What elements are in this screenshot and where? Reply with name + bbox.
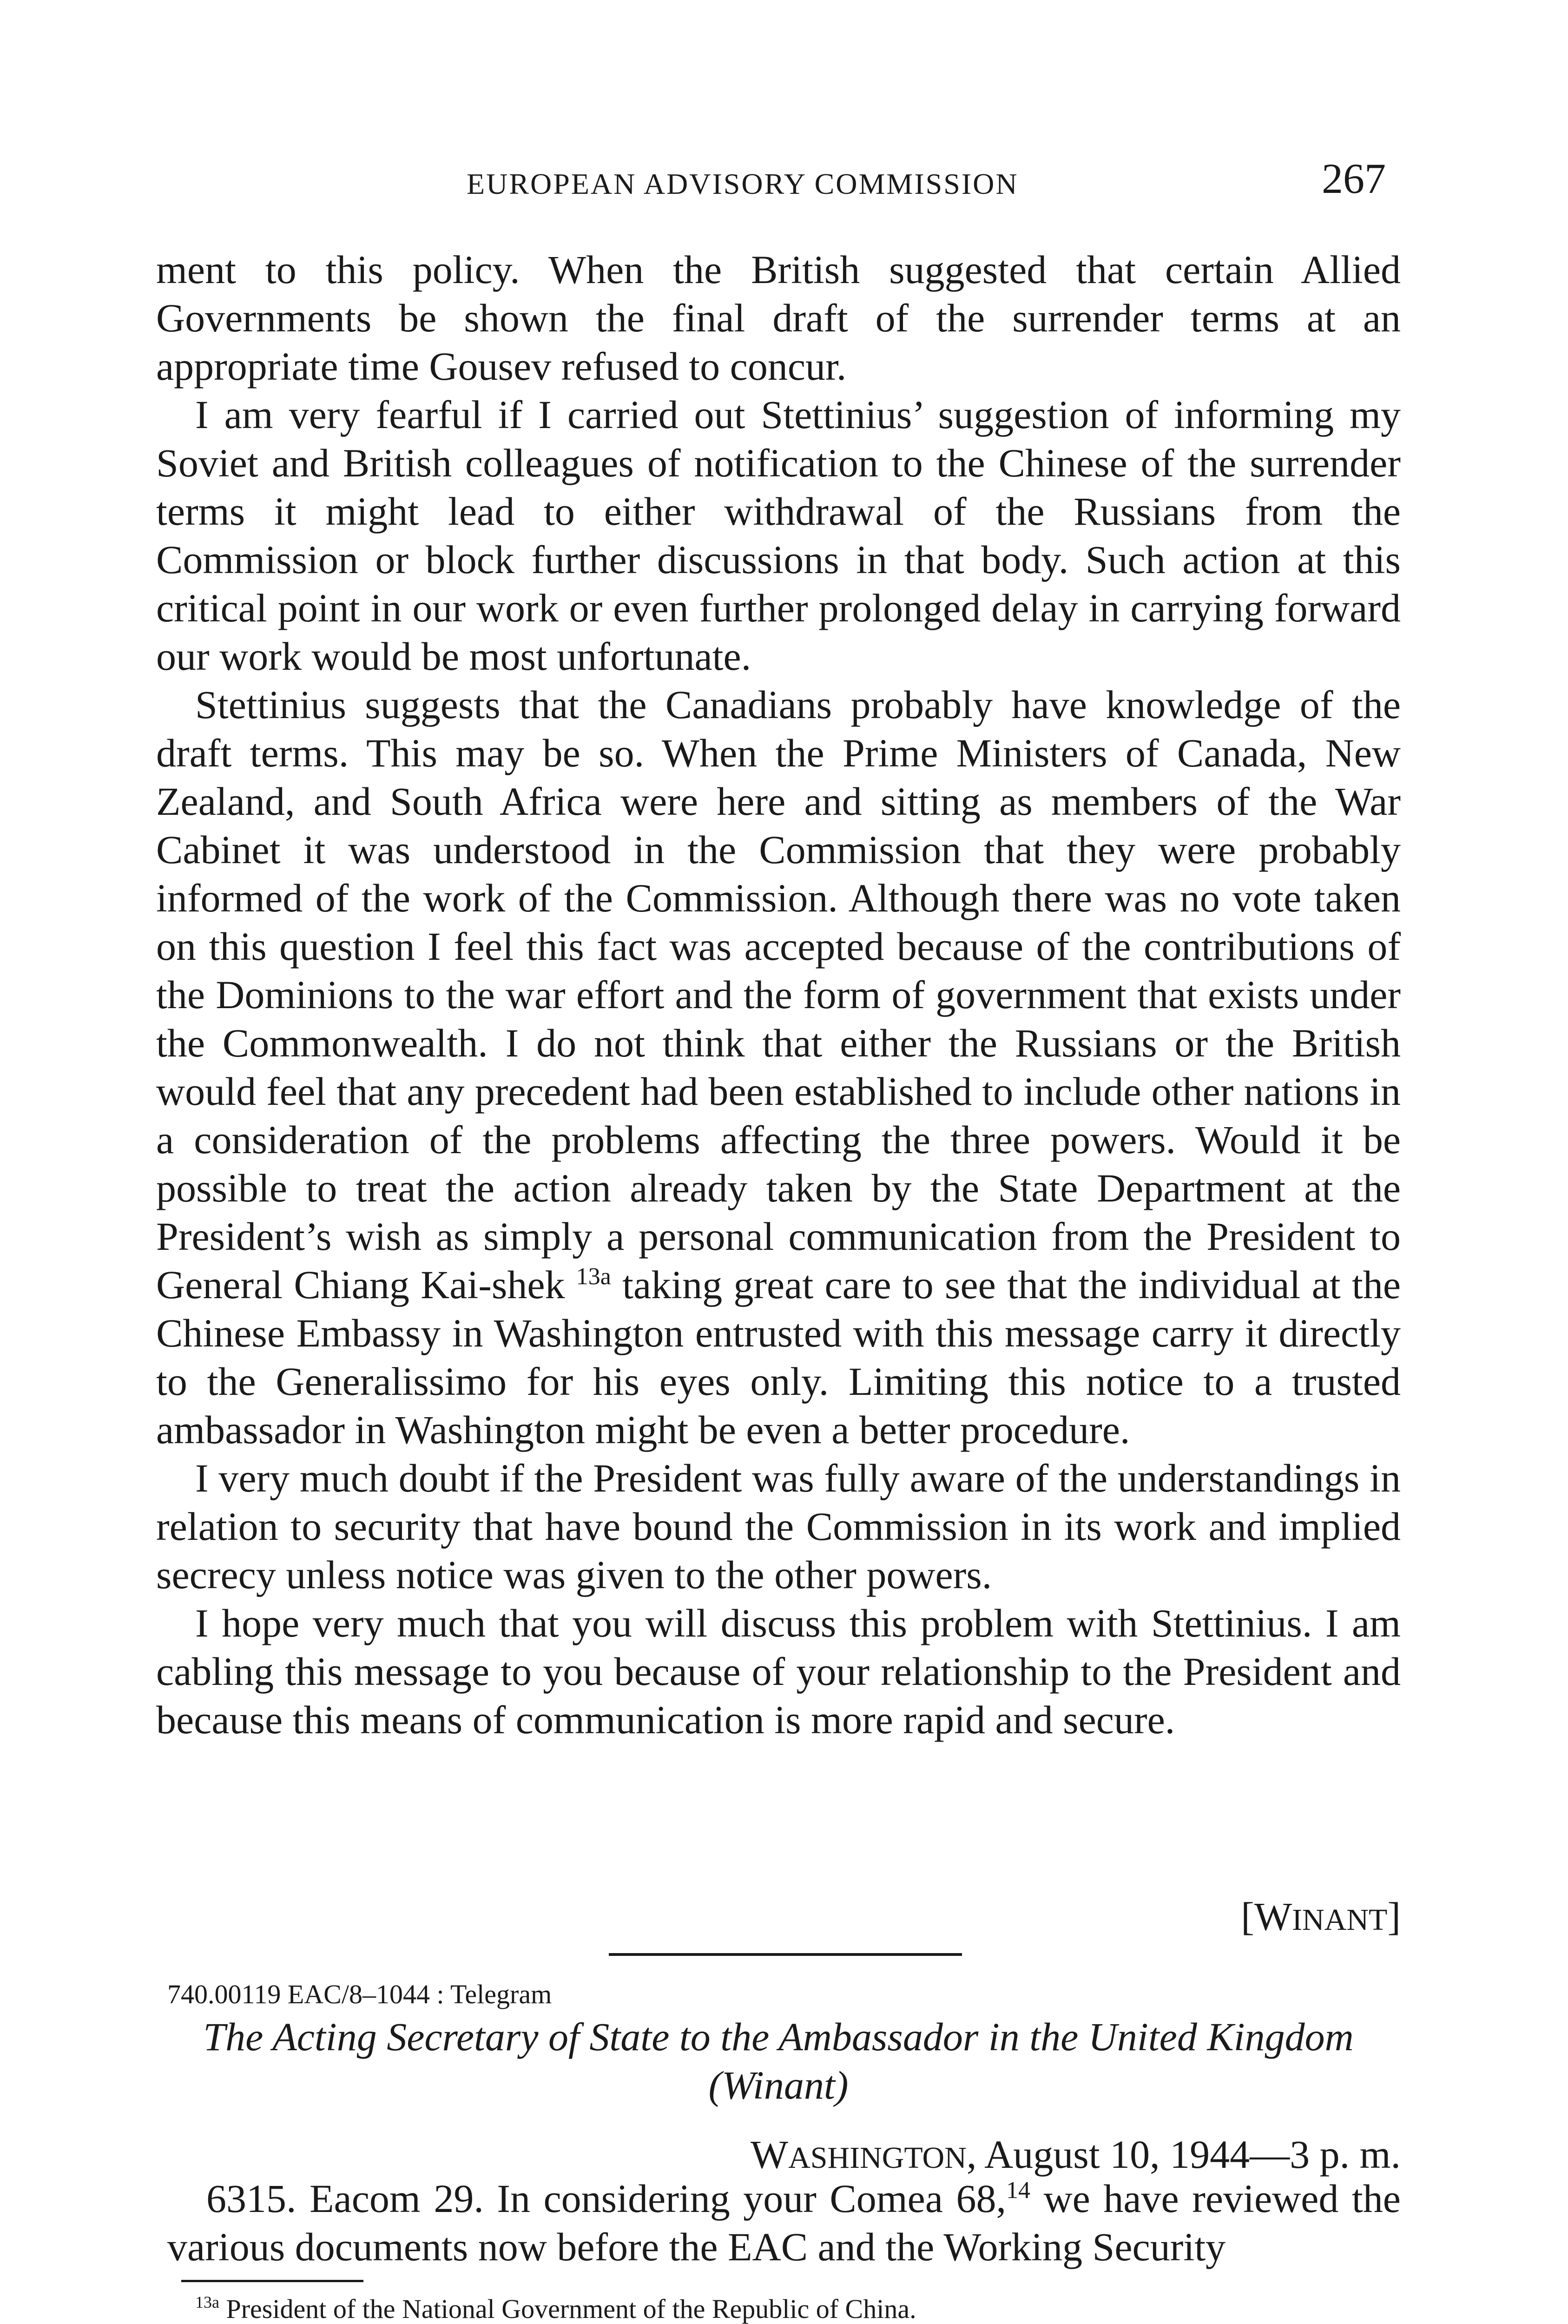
running-title: EUROPEAN ADVISORY COMMISSION — [467, 167, 1019, 200]
telegram-body — [167, 2174, 1401, 2271]
document-reference: 740.00119 EAC/8–1044 : Telegram — [167, 1979, 552, 2009]
paragraph: I very much doubt if the President was fully aware of the understandings in relation to security that have bound the Commission in its work and implied secrecy unless notice was given to the other powers. — [156, 1456, 1401, 1597]
paragraph-continued: ment to this policy. When the British suggested that certain Allied Governments be shown the final draft of the surrender terms at an appropriate time Gousev refused to concur. — [156, 247, 1401, 389]
footnote-ref: 14 — [1006, 2177, 1031, 2204]
paragraph: I am very fearful if I carried out Stettinius’ suggestion of informing my Soviet and British colleagues of notification to the Chinese of the surrender terms it might lead to either withdrawal of the Russians from the Commission or block further discussions in that body. Such action at this critical point in our work or even further prolonged delay in carrying forward our work would be most unfortunate. — [156, 392, 1401, 679]
footnotes — [195, 2291, 916, 2324]
paragraph-text: taking great care to see that the individual at the Chinese Embassy in Washington entrusted with this message carry it directly to the Generalissimo for his eyes only. Limiting this notice to a trusted ambassador in Washington might be even a better procedure. — [156, 1262, 1401, 1452]
footnote: $^{13a}$ President of the National Government of the Republic of China. — [195, 2293, 916, 2324]
document-title: The Acting Secretary of State to the Ambassador in the United Kingdom (Winant) — [203, 2014, 1354, 2107]
footnote-ref: 13a — [576, 1263, 611, 1290]
paragraph-text: Stettinius suggests that the Canadians probably have knowledge of the draft terms. This may be so. When the Prime Ministers of Canada, New Zealand, and South Africa were here and sitting as members of the War Cabinet it was understood in the Commission that they were probably informed of the work of the Commission. Although there was no vote taken on this question I feel this fact was accepted because of the contributions of the Dominions to the war effort and the form of government that exists under the Commonwealth. I do not think that either the Russians or the British would feel that any precedent had been established to include other nations in a consideration of the problems affecting the three powers. Would it be possible to treat the action already taken by the State Department at the President’s wish as simply a personal communication from the President to General Chiang Kai-shek — [156, 682, 1401, 1307]
paragraph: I hope very much that you will discuss this problem with Stettinius. I am cabling this message to you because of your relationship to the President and because this means of communication is more rapid and secure. — [156, 1601, 1401, 1742]
footnote-divider — [181, 2280, 363, 2282]
page-number: 267 — [1322, 155, 1386, 202]
signoff: [WINANT] — [1241, 1894, 1401, 1939]
section-divider — [609, 1953, 962, 1956]
dateline: WASHINGTON, August 10, 1944—3 p. m. — [750, 2132, 1401, 2177]
paragraph — [156, 680, 1401, 1454]
paragraph: 6315. Eacom 29. In considering your Comea 68,14 we have reviewed the various documents now before the EAC and the Working Security — [167, 2176, 1401, 2269]
letter-body — [156, 245, 1401, 1744]
